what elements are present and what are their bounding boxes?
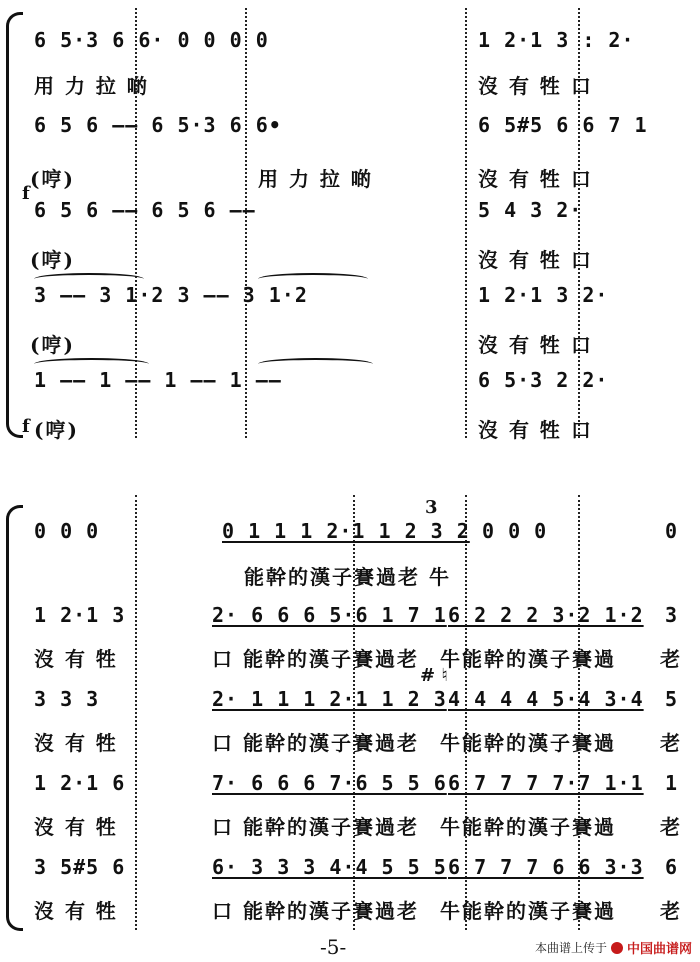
dynamic-marking: f <box>22 416 30 437</box>
lyric-line: 沒 有 牲 口 <box>478 248 593 272</box>
lyric-line: 口 能幹的漢子賽過老 <box>212 899 419 923</box>
note-line: 0 <box>665 519 679 543</box>
note-line: 6 7 7 7 7·7 1·1 <box>448 771 644 795</box>
note-line: 0 0 0 <box>482 519 548 543</box>
note-line: 1 2·1 6 <box>34 771 126 795</box>
score-system-2 <box>0 495 700 930</box>
lyric-line: 能幹的漢子賽過老 牛 <box>244 565 451 589</box>
lyric-line: (哼) <box>30 248 75 272</box>
lyric-line: 老 <box>660 899 682 923</box>
lyric-line: 口 能幹的漢子賽過老 <box>212 731 419 755</box>
system-brace <box>6 505 23 931</box>
note-line: 1 2·1 3 <box>34 603 126 627</box>
lyric-line: 沒 有 牲 <box>34 815 118 839</box>
accidental-marker: # ♮ <box>420 665 448 686</box>
note-line: 5 4 3 2· <box>478 198 583 222</box>
lyric-line: 沒 有 牲 口 <box>478 418 593 442</box>
note-line: 6· 3 3 3 4·4 5 5 5 <box>212 855 447 879</box>
note-line: 2· 6 6 6 5·6 1 7 1 <box>212 603 447 627</box>
lyric-line: 用 力 拉 啲 <box>34 74 149 98</box>
score-system-1 <box>0 8 700 442</box>
lyric-line: 口 能幹的漢子賽過老 <box>212 815 419 839</box>
lyric-line: 牛能幹的漢子賽過 <box>440 815 616 839</box>
note-line: 6 5 6 —— 6 5·3 6 6• <box>34 113 282 137</box>
dynamic-marking: f <box>22 183 30 204</box>
note-line: 1 —— 1 —— 1 —— 1 —— <box>34 368 282 392</box>
note-line: 3 3 3 <box>34 687 100 711</box>
lyric-line: (哼) <box>34 418 79 442</box>
lyric-line: 口 能幹的漢子賽過老 <box>212 647 419 671</box>
note-line: 6 5·3 6 6· 0 0 0 0 <box>34 28 269 52</box>
barline <box>465 8 467 438</box>
lyric-line: 老 <box>660 647 682 671</box>
note-line: 6 7 7 7 6 6 3·3 <box>448 855 644 879</box>
note-line: 3 —— 3 1·2 3 —— 3 1·2 <box>34 283 308 307</box>
lyric-line: (哼) <box>30 167 75 191</box>
lyric-line: 沒 有 牲 口 <box>478 167 593 191</box>
lyric-line: 老 <box>660 815 682 839</box>
page-number: -5- <box>320 935 347 959</box>
note-line: 6 5#5 6 6 7 1 <box>478 113 648 137</box>
lyric-line: 沒 有 牲 口 <box>478 333 593 357</box>
watermark-prefix: 本曲谱上传于 <box>534 941 607 955</box>
note-line: 5 <box>665 687 679 711</box>
lyric-line: 用 力 拉 啲 <box>258 167 373 191</box>
lyric-line: 沒 有 牲 口 <box>478 74 593 98</box>
note-line: 6 5·3 2 2· <box>478 368 609 392</box>
note-line: 1 2·1 3 2· <box>478 283 609 307</box>
note-line: 3 <box>665 603 679 627</box>
lyric-line: 牛能幹的漢子賽過 <box>440 647 616 671</box>
lyric-line: (哼) <box>30 333 75 357</box>
site-logo-icon <box>611 942 623 954</box>
note-line: 7· 6 6 6 7·6 5 5 6 <box>212 771 447 795</box>
lyric-line: 沒 有 牲 <box>34 731 118 755</box>
note-line: 6 5 6 —— 6 5 6 —— <box>34 198 256 222</box>
note-line: 6 <box>665 855 679 879</box>
lyric-line: 老 <box>660 731 682 755</box>
note-line: 4 4 4 4 5·4 3·4 <box>448 687 644 711</box>
note-line: 1 2·1 3 : 2· <box>478 28 635 52</box>
note-line: 0 1 1 1 2·1 1 2 3 2 <box>222 519 470 543</box>
note-line: 6 2 2 2 3·2 1·2 <box>448 603 644 627</box>
lyric-line: 牛能幹的漢子賽過 <box>440 899 616 923</box>
lyric-line: 牛能幹的漢子賽過 <box>440 731 616 755</box>
note-line: 0 0 0 <box>34 519 100 543</box>
note-line: 3 5#5 6 <box>34 855 126 879</box>
triplet-marker: 3 <box>425 497 438 518</box>
barline <box>135 495 137 930</box>
note-line: 2· 1 1 1 2·1 1 2 3 <box>212 687 447 711</box>
lyric-line: 沒 有 牲 <box>34 899 118 923</box>
system-brace <box>6 12 23 438</box>
note-line: 1 <box>665 771 679 795</box>
lyric-line: 沒 有 牲 <box>34 647 118 671</box>
source-watermark <box>535 938 692 957</box>
watermark-brand: 中国曲谱网 <box>626 942 692 957</box>
